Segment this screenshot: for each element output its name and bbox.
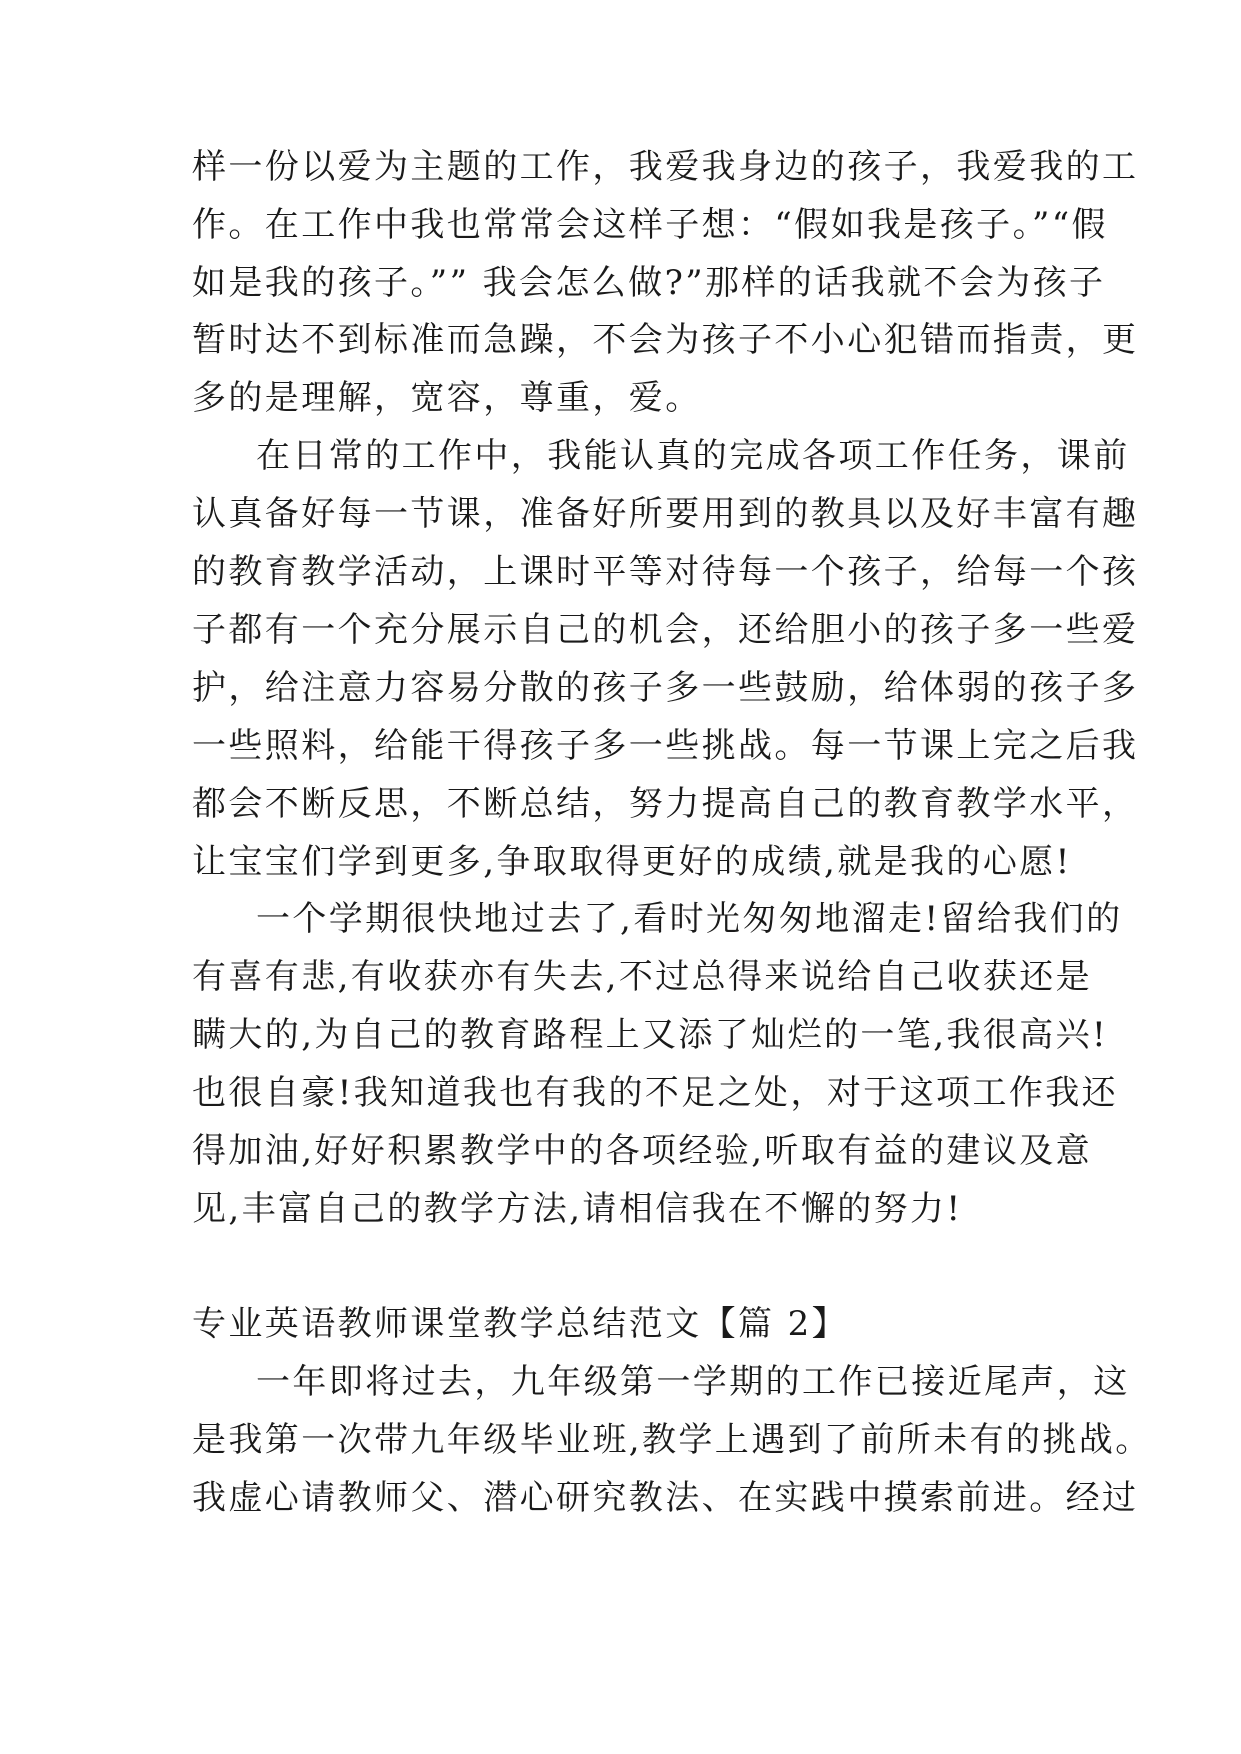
paragraph-line: 如是我的孩子。”” 我会怎么做?”那样的话我就不会为孩子 <box>192 263 1106 303</box>
paragraph-line: 在日常的工作中，我能认真的完成各项工作任务，课前 <box>256 436 1130 476</box>
paragraph-line: 有喜有悲,有收获亦有失去,不过总得来说给自己收获还是 <box>192 957 1093 997</box>
paragraph-line: 子都有一个充分展示自己的机会，还给胆小的孩子多一些爱 <box>192 610 1139 650</box>
paragraph-line: 一个学期很快地过去了,看时光匆匆地溜走!留给我们的 <box>256 899 1123 939</box>
paragraph-line: 作。在工作中我也常常会这样子想：“假如我是孩子。”“假 <box>192 205 1108 245</box>
paragraph-line: 一些照料，给能干得孩子多一些挑战。每一节课上完之后我 <box>192 726 1139 766</box>
paragraph-line: 护，给注意力容易分散的孩子多一些鼓励，给体弱的孩子多 <box>192 668 1139 708</box>
paragraph-line: 认真备好每一节课，准备好所要用到的教具以及好丰富有趣 <box>192 494 1139 534</box>
paragraph-line: 让宝宝们学到更多,争取取得更好的成绩,就是我的心愿! <box>192 842 1072 882</box>
paragraph-line: 样一份以爱为主题的工作，我爱我身边的孩子，我爱我的工 <box>192 147 1139 187</box>
paragraph-line: 多的是理解，宽容，尊重，爱。 <box>192 378 702 418</box>
paragraph-line: 我虚心请教师父、潜心研究教法、在实践中摸索前进。经过 <box>192 1478 1139 1518</box>
paragraph-line: 一年即将过去，九年级第一学期的工作已接近尾声，这 <box>256 1362 1130 1402</box>
paragraph-line: 的教育教学活动，上课时平等对待每一个孩子，给每一个孩 <box>192 552 1139 592</box>
paragraph-line: 暂时达不到标准而急躁，不会为孩子不小心犯错而指责，更 <box>192 320 1139 360</box>
paragraph-line: 都会不断反思，不断总结，努力提高自己的教育教学水平， <box>192 784 1139 824</box>
paragraph-line: 是我第一次带九年级毕业班,教学上遇到了前所未有的挑战。 <box>192 1420 1152 1460</box>
paragraph-line: 得加油,好好积累教学中的各项经验,听取有益的建议及意 <box>192 1131 1093 1171</box>
paragraph-line: 见,丰富自己的教学方法,请相信我在不懈的努力! <box>192 1189 963 1229</box>
paragraph-line: 也很自豪!我知道我也有我的不足之处，对于这项工作我还 <box>192 1073 1119 1113</box>
section-heading: 专业英语教师课堂教学总结范文【篇 2】 <box>192 1304 849 1344</box>
paragraph-line: 瞒大的,为自己的教育路程上又添了灿烂的一笔,我很高兴! <box>192 1015 1109 1055</box>
